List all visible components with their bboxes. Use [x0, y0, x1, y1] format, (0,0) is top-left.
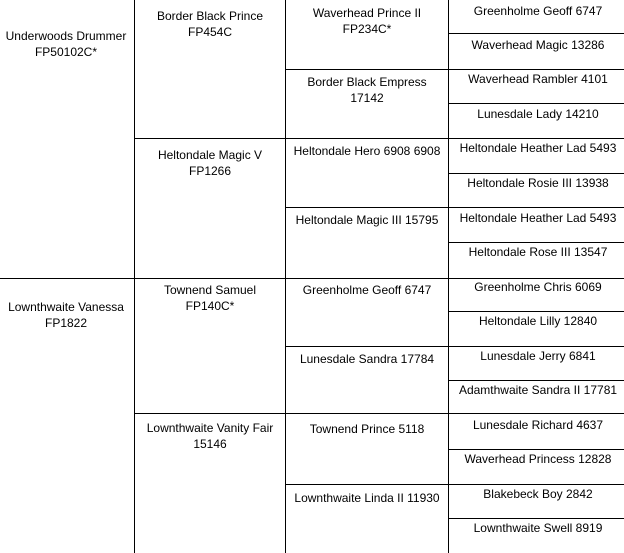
great-grandparent-cell: Greenholme Geoff 6747 — [302, 283, 432, 297]
row-divider — [448, 311, 624, 312]
column-divider — [134, 0, 135, 553]
gen4-cell: Blakebeck Boy 2842 — [483, 487, 593, 501]
column-divider — [448, 0, 449, 553]
maternal-grandsire-cell: Townend Samuel FP140C* — [163, 283, 257, 313]
row-divider — [448, 449, 624, 450]
sire-cell: Underwoods Drummer FP50102C* — [5, 29, 127, 59]
great-grandparent-cell: Lownthwaite Linda II 11930 — [294, 491, 440, 505]
gen4-cell: Adamthwaite Sandra II 17781 — [458, 383, 618, 397]
great-grandparent-cell: Border Black Empress 17142 — [307, 75, 427, 105]
gen4-cell: Heltondale Lilly 12840 — [478, 314, 598, 328]
gen4-cell: Lunesdale Jerry 6841 — [480, 349, 596, 363]
row-divider — [285, 346, 624, 347]
paternal-granddam-cell: Heltondale Magic V FP1266 — [157, 148, 263, 178]
gen4-cell: Waverhead Magic 13286 — [471, 38, 605, 52]
row-divider — [448, 173, 624, 174]
gen4-cell: Lownthwaite Swell 8919 — [473, 521, 603, 535]
great-grandparent-cell: Lunesdale Sandra 17784 — [299, 352, 435, 366]
gen4-cell: Waverhead Princess 12828 — [464, 452, 612, 466]
gen4-cell: Greenholme Geoff 6747 — [473, 4, 603, 18]
row-divider — [285, 69, 624, 70]
great-grandparent-cell: Townend Prince 5118 — [309, 422, 425, 436]
great-grandparent-cell: Waverhead Prince II FP234C* — [312, 6, 422, 36]
row-divider — [448, 103, 624, 104]
gen4-cell: Heltondale Heather Lad 5493 — [459, 211, 617, 225]
gen4-cell: Heltondale Heather Lad 5493 — [459, 141, 617, 155]
paternal-grandsire-cell: Border Black Prince FP454C — [156, 9, 264, 39]
column-divider — [285, 0, 286, 553]
great-grandparent-cell: Heltondale Magic III 15795 — [295, 213, 439, 227]
great-grandparent-cell: Heltondale Hero 6908 6908 — [293, 144, 441, 158]
row-divider — [448, 242, 624, 243]
row-divider — [134, 413, 624, 414]
row-divider — [448, 33, 624, 34]
row-divider — [0, 278, 624, 279]
row-divider — [285, 484, 624, 485]
row-divider — [134, 138, 624, 139]
gen4-cell: Lunesdale Richard 4637 — [472, 418, 604, 432]
row-divider — [285, 207, 624, 208]
maternal-granddam-cell: Lownthwaite Vanity Fair 15146 — [146, 421, 274, 451]
gen4-cell: Heltondale Rose III 13547 — [468, 245, 608, 259]
dam-cell: Lownthwaite Vanessa FP1822 — [8, 300, 124, 330]
row-divider — [448, 518, 624, 519]
gen4-cell: Waverhead Rambler 4101 — [468, 72, 608, 86]
gen4-cell: Lunesdale Lady 14210 — [477, 107, 599, 121]
row-divider — [448, 380, 624, 381]
gen4-cell: Greenholme Chris 6069 — [474, 280, 602, 294]
gen4-cell: Heltondale Rosie III 13938 — [467, 176, 609, 190]
